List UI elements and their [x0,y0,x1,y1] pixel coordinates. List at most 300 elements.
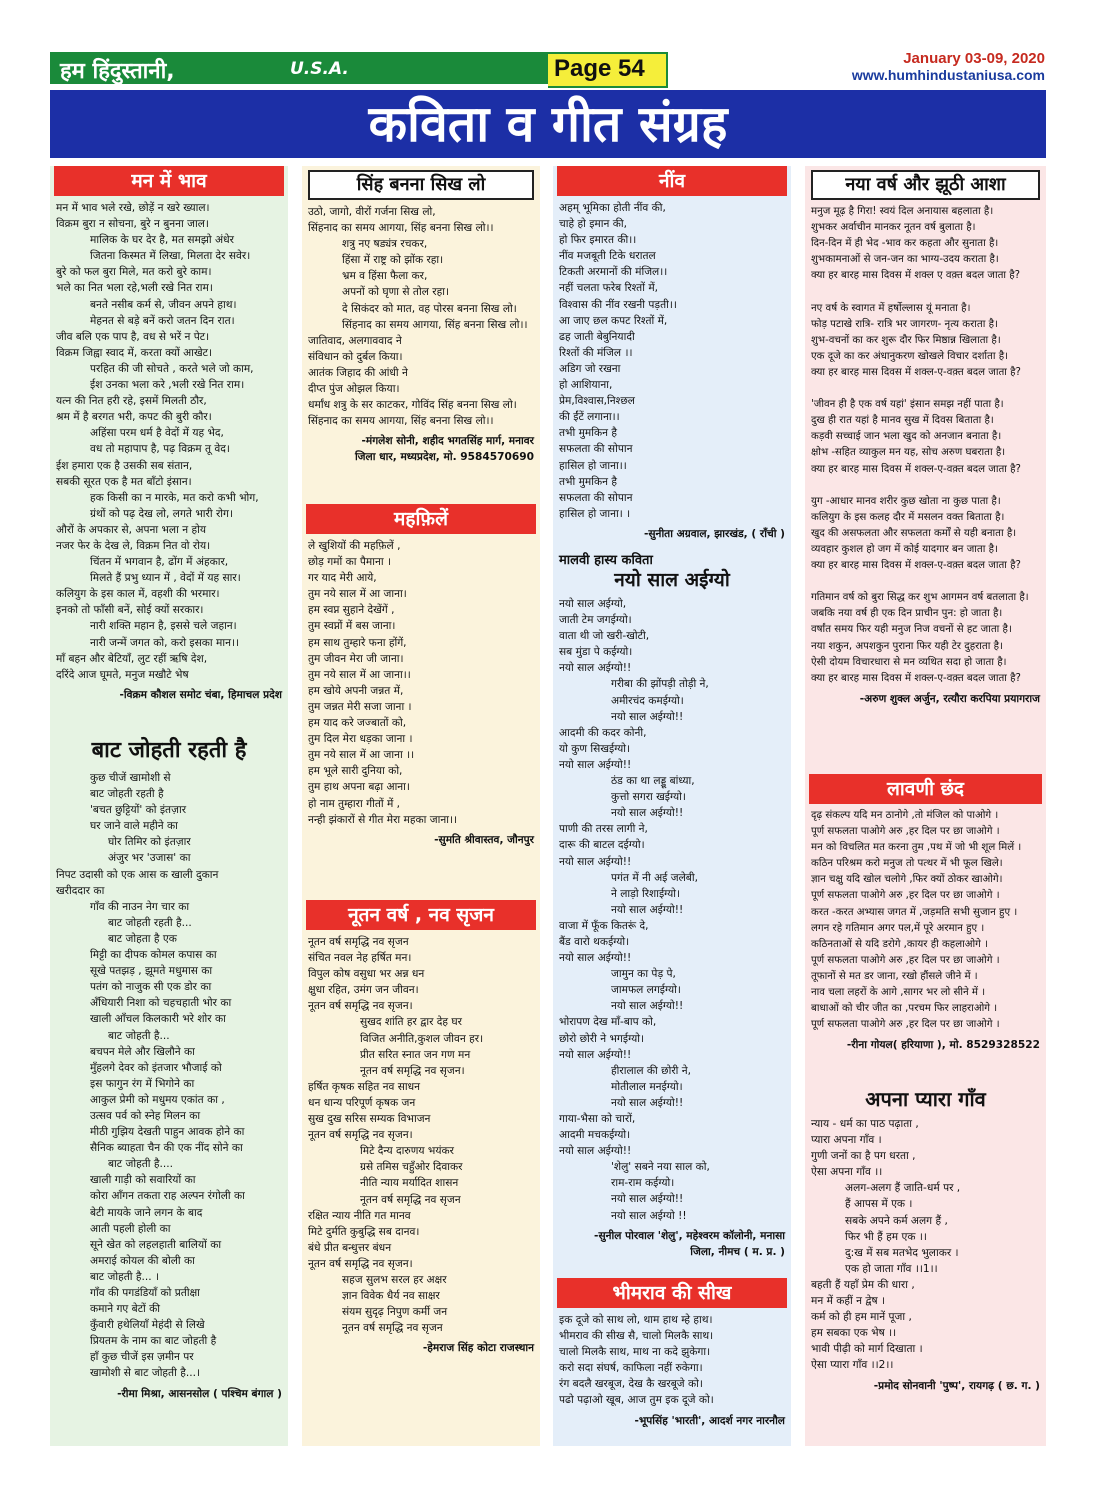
poem-line: क्या हर बारह मास दिवस में शक्ल-ए-वक़्त बदल जाता है? [811,366,1021,378]
poem-lines [50,766,288,1386]
poem-line: श्रम में है बरगत भरी, कपट की बुरी कौर। [56,411,212,424]
page-banner [50,90,1046,158]
poem-title: बाट जोहती रहती है [91,738,247,763]
column-4 [805,166,1046,1446]
poem-line: दीप्त पुंज ओझल किया। [308,383,400,396]
poem-lines [805,804,1046,1037]
poem-line: गर याद मेरी आये, [308,572,377,585]
poem-line: करो सदा संघर्ष, काफिला नहीं रुकेगा। [559,1362,703,1375]
poem-baat-johti [50,736,288,1402]
poem-line: हो आशियाना, [559,379,613,392]
poem-title: भीमराव की सीख [557,1278,787,1308]
poem-bhimrao [553,1278,791,1429]
poem-line: सूखे पतझड़ , झूमते मधुमास का [90,965,213,978]
poem-nayo-saal [553,550,791,1260]
poem-line [811,381,1040,397]
poem-line: 'शेलु' सबने नया साल को, [611,1161,710,1174]
poem-line: वाता थी जो खरी-खोटी, [559,630,650,643]
poem-line: धर्मांध शत्रु के सर काटकर, गोविंद सिंह बनना सिख लो। [308,399,517,412]
poem-line: कमाने गए बेटों की [90,1303,161,1316]
poem-line: अपनों को घृणा से तोल रहा। [342,286,449,299]
poem-line: सैनिक ब्याहता चैन की एक नींद सोने का [90,1142,243,1155]
poem-line: कुँवारी हथेलियाँ मेहंदी से लिखे [90,1319,205,1332]
poem-line: ग्रंथों को पढ़ देख लो, लगते भारी रोग। [90,507,234,520]
poem-lines [805,200,1046,691]
poem-line: नया शकुन, अपशकुन पुराना फिर यही टेर दुहराता है। [811,640,1003,652]
poem-line: टिकती अरमानों की मंजिल।। [559,266,668,279]
poem-line: मिटे दुर्मति कुबुद्धि सब दानव। [308,1225,420,1238]
poem-line: आती पहली होली का [90,1222,171,1235]
poem-line: सहज सुलभ सरल हर अक्षर [342,1273,447,1286]
poem-nutan-varsh [302,900,540,1356]
poem-line: चिंतन में भगवान है, ढोंग में अंहकार, [90,556,229,569]
poem-line: हिंसा में राष्ट्र को झोंक रहा। [342,254,444,267]
poem-author: -सुनील पोरवाल 'शेलु', महेश्वरम कॉलोनी, मनासा [594,1229,785,1242]
poem-author: -रीना गोयल( हरियाणा ), मो. 8529328522 [846,1039,1040,1052]
poem-lines [302,534,540,832]
poem-line: हाँ कुछ चीजें इस ज़मीन पर [90,1351,194,1364]
poem-line: नयो साल अईग्यो!! [611,1096,684,1109]
poem-line: 'जीवन ही है एक वर्ष यहां' इंसान समझ नहीं पाता है। [811,399,1004,411]
poem-line: नारी जन्में जगत को, करो इसका मान।। [90,636,240,649]
poem-lavani-chhand [805,774,1046,1053]
poem-line: मीठी गुझिय देखती पाहुन आवक होने का [90,1126,245,1139]
poem-line: नयो साल अईग्यो!! [559,1048,632,1061]
poem-line: मिट्टी का दीपक कोमल कपास का [90,949,217,962]
poem-line: ऐसा प्यारा गाँव ।।2।। [811,1359,894,1372]
poem-man-mein-bhav [50,166,288,703]
poem-line: नूतन वर्ष समृद्धि नव सृजन। [308,1257,413,1270]
poem-line: नयो साल अईग्यो!! [611,807,684,820]
poem-line: हक किसी का न मारके, मत करो कभी भोग, [90,491,259,504]
poem-line: चालो मिलकै साथ, माथ ना कदे झुकेगा। [559,1346,711,1359]
poem-line: उत्सव पर्व को स्नेह मिलन का [90,1109,201,1122]
poem-line: बनते नसीब कर्म से, जीवन अपने हाथ। [90,298,237,311]
poem-line: बाट जोहती है... । [90,1270,159,1283]
poem-line: युग -आधार मानव शरीर कुछ खोता ना कुछ पाता है। [811,495,1001,507]
poem-author: -भूपसिंह 'भारती', आदर्श नगर नारनौल [634,1414,785,1427]
poem-line: भीमराव की सीख सै, चालो मिलकै साथ। [559,1330,714,1343]
issue-info [852,50,1045,83]
poem-line: ऐसी दोयम विचारधारा से मन व्यथित सदा हो जाता है। [811,656,1007,668]
poem-line: जबकि नया वर्ष ही एक दिन प्राचीन पुन: हो जाता है। [811,608,1003,620]
poem-line: शुभ-वचनों का कर शुरू दौर फिर मिष्ठान्न खिलाता है। [811,334,1001,346]
poem-title: नया वर्ष और झूठी आशा [811,170,1040,200]
poem-line: अंजुर भर 'उजास' का [108,852,191,865]
poem-line: नयो साल अईग्यो!! [559,855,632,868]
poem-line: नूतन वर्ष समृद्धि नव सृजन। [360,1064,465,1077]
poem-line: विजित अनीति,कुशल जीवन हर। [360,1032,484,1045]
poem-line: विक्रम जिह्वा स्वाद में, करता क्यों आखेट। [56,346,212,359]
poem-line: खुद की असफलता और सफलता कर्मों से यही बनाता है। [811,527,1017,539]
poem-line: प्रियतम के नाम का बाट जोहती है [90,1335,217,1348]
poem-line: वर्षांत समय फिर यही मनुज निज वचनों से हट जाता है। [811,624,1012,636]
poem-line: क्या हर बारह मास दिवस में शक्ल-ए-वक़्त बदल जाता है? [811,672,1021,684]
poem-line: पूर्ण सफलता पाओगे अरु ,हर दिल पर छा जाओगे । [811,954,1000,966]
poem-line: नाव चला लहरों के आगे ,सागर भर लो सीने में । [811,987,986,999]
poem-line: तुम नये साल में आ जाना ।। [308,749,415,762]
poem-line: बुरे को फल बुरा मिले, मत करो बुरे काम। [56,266,212,279]
poem-line: हम स्वप्न सुहाने देखेंगें , [308,604,395,617]
poem-line: शुभकामनाओं से जन-जन का भाग्य-उदय कराता है। [811,254,999,266]
poem-line: जामफल लगईग्यो। [611,984,681,997]
poem-lines [553,592,791,1228]
poem-line: प्रीत सरित स्नात जन गण मन [360,1048,471,1061]
poem-line: हर्षित कृषक सहित नव साधन [308,1080,421,1093]
poem-line: भ्रम व हिंसा फैला कर, [342,270,428,283]
poem-line: नूतन वर्ष समृद्धि नव सृजन। [308,1000,413,1013]
poem-line: प्रेम,विश्वास,निश्छल [559,395,635,408]
poem-line: छोरो छोरी ने भगईग्यो। [559,1032,644,1045]
poem-line: उठो, जागो, वीरों गर्जना सिख लो, [308,206,436,218]
poem-line: आतंक जिहाद की आंधी ने [308,366,408,379]
poem-line: नूतन वर्ष समृद्धि नव सृजन [308,936,409,948]
poem-line: सूने खेत को लहलहाती बालियों का [90,1238,222,1251]
poem-line: कलियुग के इस कलह दौर में मसलन वक्त बिताता है। [811,511,1005,523]
poem-line: यो कुण सिखईग्यो। [559,742,631,755]
poem-line: आकुल प्रेमी को मधुमय एकांत का , [90,1093,225,1106]
poem-line: नयो साल अईग्यो!! [611,710,684,723]
poem-line: मोतीलाल मनईग्यो। [611,1080,683,1093]
poem-line: कड़वी सच्चाई जान भला खुद को अनजान बनाता है। [811,431,1002,443]
poem-line: तुम स्वप्नों में बस जाना। [308,620,396,633]
poem-line: 'बचत छुट्टियों' को इंतज़ार [90,804,187,817]
poem-title: नूतन वर्ष , नव सृजन [306,900,536,930]
poem-author-address: जिला, नीमच ( म. प्र. ) [690,1245,785,1258]
poem-author: -रीमा मिश्रा, आसनसोल ( पश्चिम बंगाल ) [117,1387,282,1400]
poem-line: खामोशी से बाट जोहती है...। [90,1367,200,1380]
poem-line [811,478,1040,494]
poem-line: रक्षित न्याय नीति गत मानव [308,1209,411,1222]
poem-line: नारी शक्ति महान है, इससे चले जहान। [90,620,237,633]
poem-line: जातिवाद, अलगाववाद ने [308,334,402,347]
poem-line: नयो साल अईग्यो!! [559,662,632,675]
poem-title: नयो साल अईग्यो [614,569,730,591]
poem-line: अहम् भूमिका होती नींव की, [559,202,666,214]
poem-line: अमीरचंद कमईग्यो। [611,694,684,707]
poem-line: जीव बलि एक पाप है, वध से भरें न पेट। [56,330,210,343]
poem-line: ग्रसे तमिस चहुँओर दिवाकर [360,1161,463,1174]
poem-line: बाट जोहता है एक [108,932,177,945]
poem-line [811,574,1040,590]
page-number: Page 54 [554,55,645,82]
poem-line: हो फिर इमारत की।। [559,234,637,247]
poem-line: नूतन वर्ष समृद्धि नव सृजन [342,1322,443,1335]
poem-line: हासिल हो जाना।। [559,459,627,472]
poem-line: रंग बदलै खरबूज, देख कै खरबूजे को। [559,1378,703,1391]
poem-line: राम-राम कईग्यो। [611,1177,675,1190]
poem-line: हासिल हो जाना। । [559,507,631,520]
poem-line: मन में कहीं न द्वेष । [811,1295,886,1308]
poem-line: क्षोभ -सहित व्याकुल मन यह, सोच अरुण घबराता है। [811,447,1006,459]
poem-line: दृढ़ संकल्प यदि मन ठानोगे ,तो मंजिल को पाओगे । [811,810,999,821]
poem-line: जितना किस्मत में लिखा, मिलता देर सवेर। [90,250,251,263]
poem-line: नींव मजबूती टिके धरातल [559,250,656,263]
poem-line: दारू की बाटल दईग्यो। [559,839,645,852]
poem-title: मन में भाव [54,166,284,196]
poem-line: नए वर्ष के स्वागत में हर्षोल्लास यूं मनाता है। [811,302,971,314]
poem-line: हम सबका एक भेष ।। [811,1327,897,1340]
poem-neenv [553,166,791,542]
poem-line: बाट जोहती रहती है... [108,916,192,929]
poem-line: रिश्तों की मंजिल ।। [559,346,633,359]
poem-line: नूतन वर्ष समृद्धि नव सृजन। [308,1129,413,1142]
poem-line: चाहे हो इमान की, [559,218,627,231]
poem-line: पूर्ण सफलता पाओगे अरु ,हर दिल पर छा जाओगे । [811,1019,1000,1031]
poem-line: शुभकर अर्वाचीन मानकर नूतन वर्ष बुलाता है। [811,222,976,234]
website-link[interactable]: www.humhindustaniusa.com [851,67,1045,83]
poem-mehfilen [302,504,540,848]
poem-line: मेहनत से बड़े बनें करो जतन दिन रात। [90,314,235,327]
poem-line: घर जाने वाले महीने का [90,820,178,833]
poem-line: विश्वास की नींव रखनी पड़ती।। [559,298,677,311]
poem-line: सफलता की सोपान [559,491,633,504]
poem-line: सिंहनाद का समय आगया, सिंह बनना सिख लो।। [342,318,528,331]
poem-line: तुम जन्नत मेरी सजा जाना । [308,700,412,713]
poem-line: लगन रहे गतिमान अगर पल,में पूरे अरमान हुए । [811,922,985,934]
poem-line: धन धान्य परिपूर्ण कृषक जन [308,1096,416,1109]
poem-line: ऐसा अपना गाँव ।। [811,1166,883,1179]
poem-line: पगंत में नी अई जलेबी, [611,871,698,884]
poem-line: एक दूजे का कर अंधानुकरण खोखले विचार दर्शाता है। [811,350,1008,362]
poem-line: करत -करत अभ्यास जगत में ,जड़मति सभी सुजान हुए । [811,906,1018,918]
poem-line: दिन-दिन में ही भेद -भाव कर कहता और सुनाता है। [811,238,999,250]
poem-line: ज्ञान चक्षु यदि खोल चलोगे ,फिर क्यों ठोकर खाओगे। [811,874,1003,886]
poem-line: इनको तो फाँसी बनें, सोई क्यों सरकार। [56,604,204,617]
poem-line: बेटी मायके जाने लगन के बाद [90,1206,203,1219]
poem-line: गतिमान वर्ष को बुरा सिद्ध कर शुभ आगमन वर्ष बतलाता है। [811,592,1029,604]
poem-line: क्षुधा रहित, उमंग जन जीवन। [308,984,419,997]
poem-line: नीति न्याय मर्यादित शासन [360,1177,459,1190]
poem-author: -हेमराज सिंह कोटा राजस्थान [422,1342,534,1355]
poem-line: नयो साल अईग्यो!! [559,1145,632,1158]
poem-line: की ईंटें लगाना।। [559,411,620,424]
poem-line: सुख दुख सरिस सम्यक विभाजन [308,1113,431,1126]
poem-line: फिर भी हैं हम एक ।। [845,1230,927,1243]
poem-line: माँ बहन और बेटियाँ, लुट रहीं ऋषि देश, [56,652,208,665]
poem-line: बहती हैं यहाँ प्रेम की धारा , [811,1278,915,1291]
poem-line: मन को विचलित मत करना तुम ,पथ में जो भी शूल मिलें । [811,842,1022,854]
banner-title: कविता व गीत संग्रह [368,95,728,153]
poem-line: तुम हाथ अपना बढ़ा आना। [308,781,410,794]
poem-line: नजर फेर के देख ले, विक्रम नित वो रोय। [56,539,211,552]
poem-line: क्या हर बारह मास दिवस में शक्ल-ए-वक़्त बदल जाता है? [811,560,1021,572]
poem-title: नींव [557,166,787,196]
poem-line: व्यवहार कुशल हो जग में कोई यादगार बन जाता है। [811,543,998,555]
poem-author-address: जिला धार, मध्यप्रदेश, मो. 9584570690 [354,451,534,464]
poem-line: ईश उनका भला करे ,भली रखे नित राम। [90,379,245,392]
poem-lines [302,200,540,433]
poem-line: संविधान को दुर्बल किया। [308,350,403,363]
poem-line: दु:ख में सब मतभेद भुलाकर । [845,1246,959,1259]
poem-line: अलग-अलग हैं जाति-धर्म पर , [845,1182,961,1195]
poem-author: -प्रमोद सोनवानी 'पुष्प', रायगढ़ ( छ. ग. ) [873,1379,1040,1392]
poem-line: कठिनताओं से यदि डरोगे ,कायर ही कहलाओगे । [811,938,989,950]
poem-author: -सुनीता अग्रवाल, झारखंड, ( राँची ) [644,527,785,540]
column-3 [553,166,791,1446]
poem-line: तभी मुमकिन है [559,427,618,440]
poem-line: भले का नित भला रहे,भली रखे नित राम। [56,282,213,295]
poem-line: फोड़ पटाखे रात्रि- रात्रि भर जागरण- नृत्य कराता है। [811,318,998,330]
poem-line: नयो साल अईग्यो, [559,598,627,610]
poem-line: नयो साल अईग्यो!! [611,903,684,916]
poem-line: वाजा में फूँक कितरूं दे, [559,919,649,932]
newspaper-brand-bar [50,52,550,84]
poem-line: ने लाड़ो रिशाईग्यो। [611,887,681,900]
poem-line: पढो पढ़ाओ खूब, आज तुम इक दूजे को। [559,1394,714,1407]
poem-line: ईश हमारा एक है उसकी सब संतान, [56,459,193,472]
poem-line: पतंग को नाजुक सी एक डोर का [90,981,212,994]
poem-subtitle: मालवी हास्य कविता [559,553,653,568]
brand-name: हम हिंदुस्तानी, [60,59,175,84]
poem-line: जामुन का पेड़ पे, [611,968,676,981]
brand-suffix: U.S.A. [290,59,349,79]
poem-line: तुम जीवन मेरा जी जाना। [308,652,404,665]
poem-apna-pyara-gaon [805,1086,1046,1394]
poem-line: खाली आँचल किलकारी भरे शोर का [90,1013,226,1026]
poem-line: सिंहनाद का समय आगया, सिंह बनना सिख लो।। [308,222,494,235]
poem-line: आदमी की कदर कोनी, [559,726,647,739]
poem-title: अपना प्यारा गाँव [865,1087,986,1111]
poem-line: मिलते हैं प्रभु ध्यान में , वेदों में यह सार। [90,572,241,585]
poem-line: तुम दिल मेरा धड़का जाना । [308,733,413,746]
poem-line: नयो साल अईग्यो!! [559,758,632,771]
poem-line: विक्रम बुरा न सोचना, बुरे न बुनना जाल। [56,218,209,231]
poem-line: बैंड वारो थकईग्यो। [559,935,630,948]
poem-line: दरिंदे आज घूमते, मनुज मखौटे भेष [56,668,189,681]
poem-title: सिंह बनना सिख लो [308,170,534,200]
poem-line: मुँहलगे देवर को इंतजार भौजाई को [90,1061,222,1074]
poem-line: औरों के अपकार से, अपना भला न होय [56,523,206,536]
poem-line: निपट उदासी को एक आस क खाली दुकान [56,868,219,881]
poem-line: जाती टेम जगईग्यो। [559,614,632,627]
poem-line: बंधे प्रीत बन्धुत्तर बंधन [308,1241,392,1254]
page-number-box [548,52,668,88]
poem-line: तभी मुमकिन है [559,475,618,488]
poem-line: गरीबा की झोंपड़ी तोड़ी ने, [611,678,709,691]
poem-line: खरीददार का [56,884,105,897]
poem-line: गाया-भैसा को चारों, [559,1113,636,1125]
poem-line: नूतन वर्ष समृद्धि नव सृजन [360,1193,461,1206]
poem-line: सफलता की सोपान [559,443,633,456]
poem-line: बचपन मेले और खिलौने का [90,1045,195,1058]
poem-line: इक दूजे को साथ लो, थाम हाथ म्हे हाथ। [559,1314,713,1326]
poem-line: न्याय - धर्म का पाठ पढ़ाता , [811,1118,919,1130]
poem-author: -मंगलेश सोनी, शहीद भगतसिंह मार्ग, मनावर [361,435,534,448]
poem-lines [50,196,288,687]
poem-lines [553,1308,791,1413]
poem-line: हम साथ तुम्हारे फना होंगें, [308,636,407,649]
poem-lines [302,930,540,1340]
poem-line: हम भूले सारी दुनिया को, [308,765,403,778]
poem-line: एक हो जाता गाँव ।।1।। [845,1262,938,1275]
poem-author: -अरुण शुक्ल अर्जुन, रत्यौरा करपिया प्रयागराज [859,692,1040,705]
poem-line: पूर्ण सफलता पाओगे अरु ,हर दिल पर छा जाओगे । [811,890,1000,902]
poem-line: कलियुग के इस काल में, वहशी की भरमार। [56,588,220,601]
poem-line: हीरालाल की छोरी ने, [611,1064,692,1077]
poem-line: बाट जोहती है... [108,1029,170,1042]
poem-line: कुत्तो सगरा खईग्यो। [611,791,686,804]
poem-lines [805,1112,1046,1378]
poem-line: भोरापण देख माँ-बाप को, [559,1016,657,1029]
poem-line: मन में भाव भले रखे, छोड़ें न खरे ख्याल। [56,202,210,214]
poem-line: अहिंसा परम धर्म है वेदों में यह भेद, [90,427,224,440]
poem-line: नयो साल अईग्यो!! [611,1193,684,1206]
poem-title: लावणी छंद [809,774,1042,804]
poem-line: गाँव की पगडंडियाँ को प्रतीक्षा [90,1287,200,1299]
poem-line: सुखद शांति हर द्वार देह घर [360,1016,462,1029]
poem-line: नयो साल अईग्यो !! [611,1209,687,1222]
poem-line: पूर्ण सफलता पाओगे अरु ,हर दिल पर छा जाओगे । [811,826,1000,838]
poem-author: -सुमति श्रीवास्तव, जौनपुर [434,833,534,846]
poem-line: तुम नये साल में आ जाना। [308,588,407,601]
issue-date: January 03-09, 2020 [903,50,1045,67]
poem-line: खाली गाड़ी को सवारियों का [90,1174,196,1187]
poem-line [811,284,1040,300]
poem-line: कोरा आँगन तकता राह अल्पन रंगोली का [90,1190,245,1203]
poem-line: क्या हर बारह मास दिवस में शक्ल ए वक़्त बदल जाता है? [811,270,1021,282]
poem-line: तूफानों से मत डर जाना, रखो हौंसले जीने में । [811,970,978,982]
poem-line: ठंड का था लड्डू बांध्या, [611,775,695,788]
poem-line: ज्ञान विवेक धैर्य नव साक्षर [342,1290,440,1303]
poem-line: विपुल कोष वसुधा भर अन्न धन [308,968,425,981]
poem-line: मनुज मूढ़ है गिरा! स्वयं दिल अनायास बहलाता है। [811,206,994,217]
poem-line: गाँव की नाउन नेग चार का [90,900,190,913]
poem-line: संयम सुदृढ़ निपुण कर्मी जन [342,1306,448,1319]
poem-line: गुणी जनों का है पग धरता , [811,1150,916,1163]
poem-line: हम याद करे जज्बातों को, [308,717,407,730]
poem-line: ढह जाती बेबुनियादी [559,330,635,343]
poem-line: शत्रु नए षड्यंत्र रचकर, [342,238,428,251]
poem-line: पाणी की तरस लागी ने, [559,823,648,836]
poem-line: नयो साल अईग्यो!! [559,952,632,965]
poem-line: कठिन परिश्रम करो मनुज तो पत्थर में भी फूल खिले। [811,858,1003,870]
column-1 [50,166,288,1446]
poem-line: मिटे दैन्य दारुणय भयंकर [360,1145,454,1158]
poem-line: घोर तिमिर को इंतज़ार [108,836,191,849]
poem-line: परहित की जी सोचते , करते भले जो काम, [90,362,254,375]
poem-line: तुम नये साल में आ जाना।। [308,668,411,681]
poem-line: बाधाओं को चीर जीत का ,परचम फिर लाहराओगे । [811,1003,998,1015]
poem-line: सबके अपने कर्म अलग हैं , [845,1214,948,1227]
poem-line: ले खुशियों की महफ़िलें , [308,540,401,552]
poem-line: यत्न की नित हरी रहे, इसमें मिलती ठौर, [56,395,207,408]
poem-lines [553,196,791,526]
poem-line: आ जाए छल कपट रिश्तों में, [559,314,668,327]
poem-line: बाट जोहती है.... [108,1158,173,1171]
poem-line: संचित नवल नेह हर्षित मन। [308,952,412,965]
poem-line: हो नाम तुम्हारा गीतों में , [308,797,401,810]
poem-line: हैं आपस में एक । [845,1198,913,1211]
poem-singh-banna [302,170,540,465]
poem-line: मालिक के घर देर है, मत समझो अंधेर [90,234,234,247]
poem-line: छोड़ गमों का पैमाना । [308,556,391,569]
poem-line: नयो साल अईग्यो!! [611,1000,684,1013]
poem-line: सब मुंडा पे कईग्यो। [559,646,633,659]
poem-line: कर्म को ही हम मानें पूजा , [811,1311,912,1324]
poem-line: इस फागुन रंग में भिगोने का [90,1077,195,1090]
poem-line: क्या हर बारह मास दिवस में शक्ल-ए-वक़्त बदल जाता है? [811,463,1021,475]
poem-line: अमराई कोयल की बोली का [90,1254,195,1267]
poem-author: -विक्रम कौशल समोट चंबा, हिमाचल प्रदेश [119,688,282,701]
poem-line: सिंहनाद का समय आगया, सिंह बनना सिख लो।। [308,415,494,428]
poem-line: कुछ चीजें खामोशी से [90,772,171,784]
poem-line: बाट जोहती रहती है [90,788,164,801]
poem-line: नहीं चलता फरेब रिश्तों में, [559,282,659,295]
poem-naya-varsh-jhoothi-asha [805,170,1046,707]
poem-title: महफ़िलें [306,504,536,534]
poem-line: दुख ही रात यहां है मानव सुख में दिवस बिताता है। [811,415,994,427]
